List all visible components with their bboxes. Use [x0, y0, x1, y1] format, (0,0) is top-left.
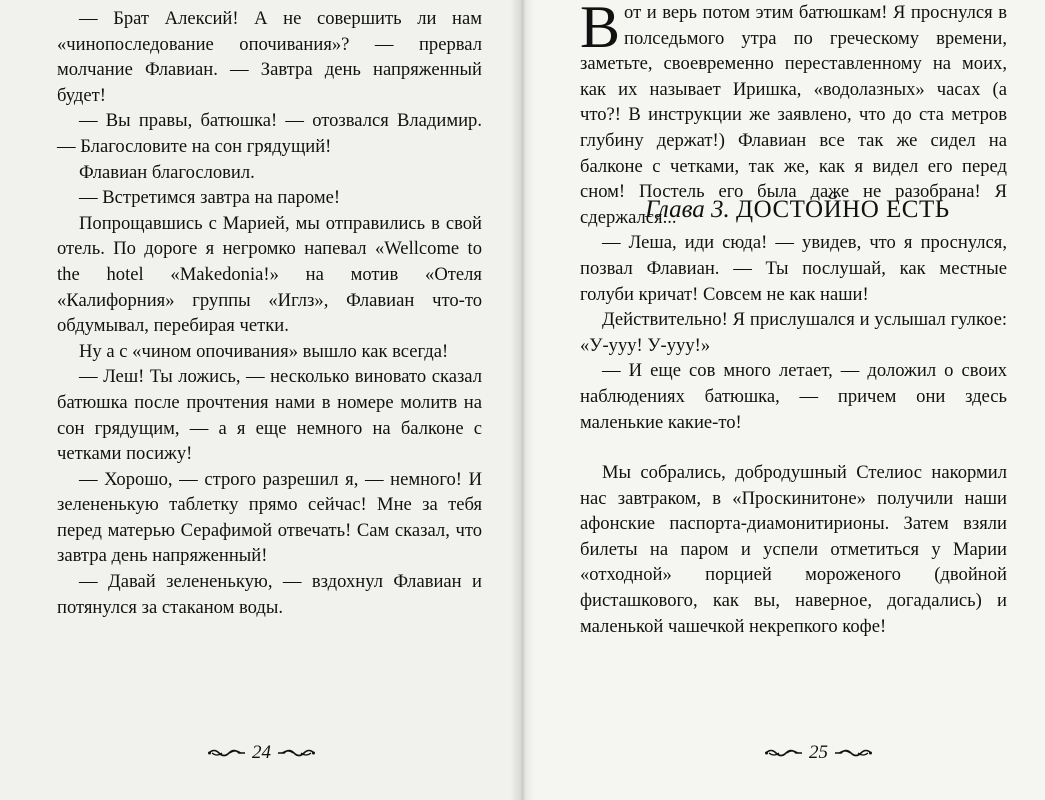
paragraph: — Леша, иди сюда! — увидев, что я проснулся, позвал Флавиан. — Ты послушай, как местные голуби кричат! Совсем не как наши! [580, 232, 1007, 305]
right-page [522, 0, 1045, 800]
paragraph: — И еще сов много летает, — доложил о своих наблюдениях батюшка, — причем они здесь маленькие какие-то! [580, 360, 1007, 433]
paragraph: Мы собрались, добродушный Стелиос накормил нас завтраком, в «Проскинитоне» получили наши афонские паспорта-диамонитирионы. Затем взяли билеты на паром и успели отметиться у Марии «отходной» порцией мороженого (двойной фисташкового, как вы, наверное, догадались) и маленькой чашечкой некрепкого кофе! [580, 462, 1007, 637]
paragraph: Действительно! Я прислушался и услышал гулкое: «У-ууу! У-ууу!» [580, 309, 1007, 356]
drop-cap: В [580, 0, 621, 60]
page-number: 24 [252, 742, 271, 763]
left-page-text [57, 6, 482, 620]
paragraph: — Встретимся завтра на пароме! [79, 187, 341, 209]
right-page-text [580, 0, 1007, 639]
paragraph: — Брат Алексий! А не совершить ли нам «чинопоследование опочивания»? — прервал молчание Флавиан. — Завтра день напряженный будет! [57, 8, 482, 106]
ornament-right-icon [277, 747, 315, 759]
paragraph: — Давай зелененькую, — вздохнул Флавиан и потянулся за стаканом воды. [57, 571, 482, 618]
ornament-right-icon [834, 747, 872, 759]
ornament-left-icon [765, 747, 803, 759]
page-number-right [765, 742, 872, 764]
page-number-left [208, 742, 315, 764]
paragraph: — Хорошо, — строго разрешил я, — немного! И зелененькую таблетку прямо сейчас! Мне за тебя перед матерью Серафимой отвечать! Сам сказал, что завтра день напряженный! [57, 468, 482, 567]
ornament-left-icon [208, 747, 246, 759]
paragraph: — Леш! Ты ложись, — несколько виновато сказал батюшка после прочтения нами в номере молитв на сон грядущим, — а я еще немного на балконе с четками посижу! [57, 366, 482, 465]
chapter-title: ДОСТОЙНО ЕСТЬ [736, 196, 950, 223]
paragraph: Ну а с «чином опочивания» вышло как всегда! [79, 340, 449, 362]
opening-paragraph [580, 0, 1007, 230]
paragraph: — Вы правы, батюшка! — отозвался Владимир. — Благословите на сон грядущий! [57, 110, 482, 157]
book-gutter [510, 0, 534, 800]
page-number: 25 [809, 742, 828, 763]
paragraph: Флавиан благословил. [79, 161, 255, 183]
left-page [0, 0, 522, 800]
opening-paragraph-text: от и верь потом этим батюшкам! Я проснулся в полседьмого утра по греческому времени, заметьте, своевременно переставленному на моих, как их называет Иришка, «водолазных» часах (а что?! В инструкции же заявлено, что до ста метров глубину держат!) Флавиан все так же сидел на балконе с четками, так же, как я видел его перед сном! Постель его была даже не разобрана! Я сдержался... [580, 2, 1007, 228]
chapter-label: Глава 3. [645, 196, 730, 223]
paragraph: Попрощавшись с Марией, мы отправились в свой отель. По дороге я негромко напевал «Wellcome to the hotel «Makedonia!» на мотив «Отеля «Калифорния» группы «Иглз», Флавиан что-то обдумывал, перебирая четки. [57, 212, 482, 337]
